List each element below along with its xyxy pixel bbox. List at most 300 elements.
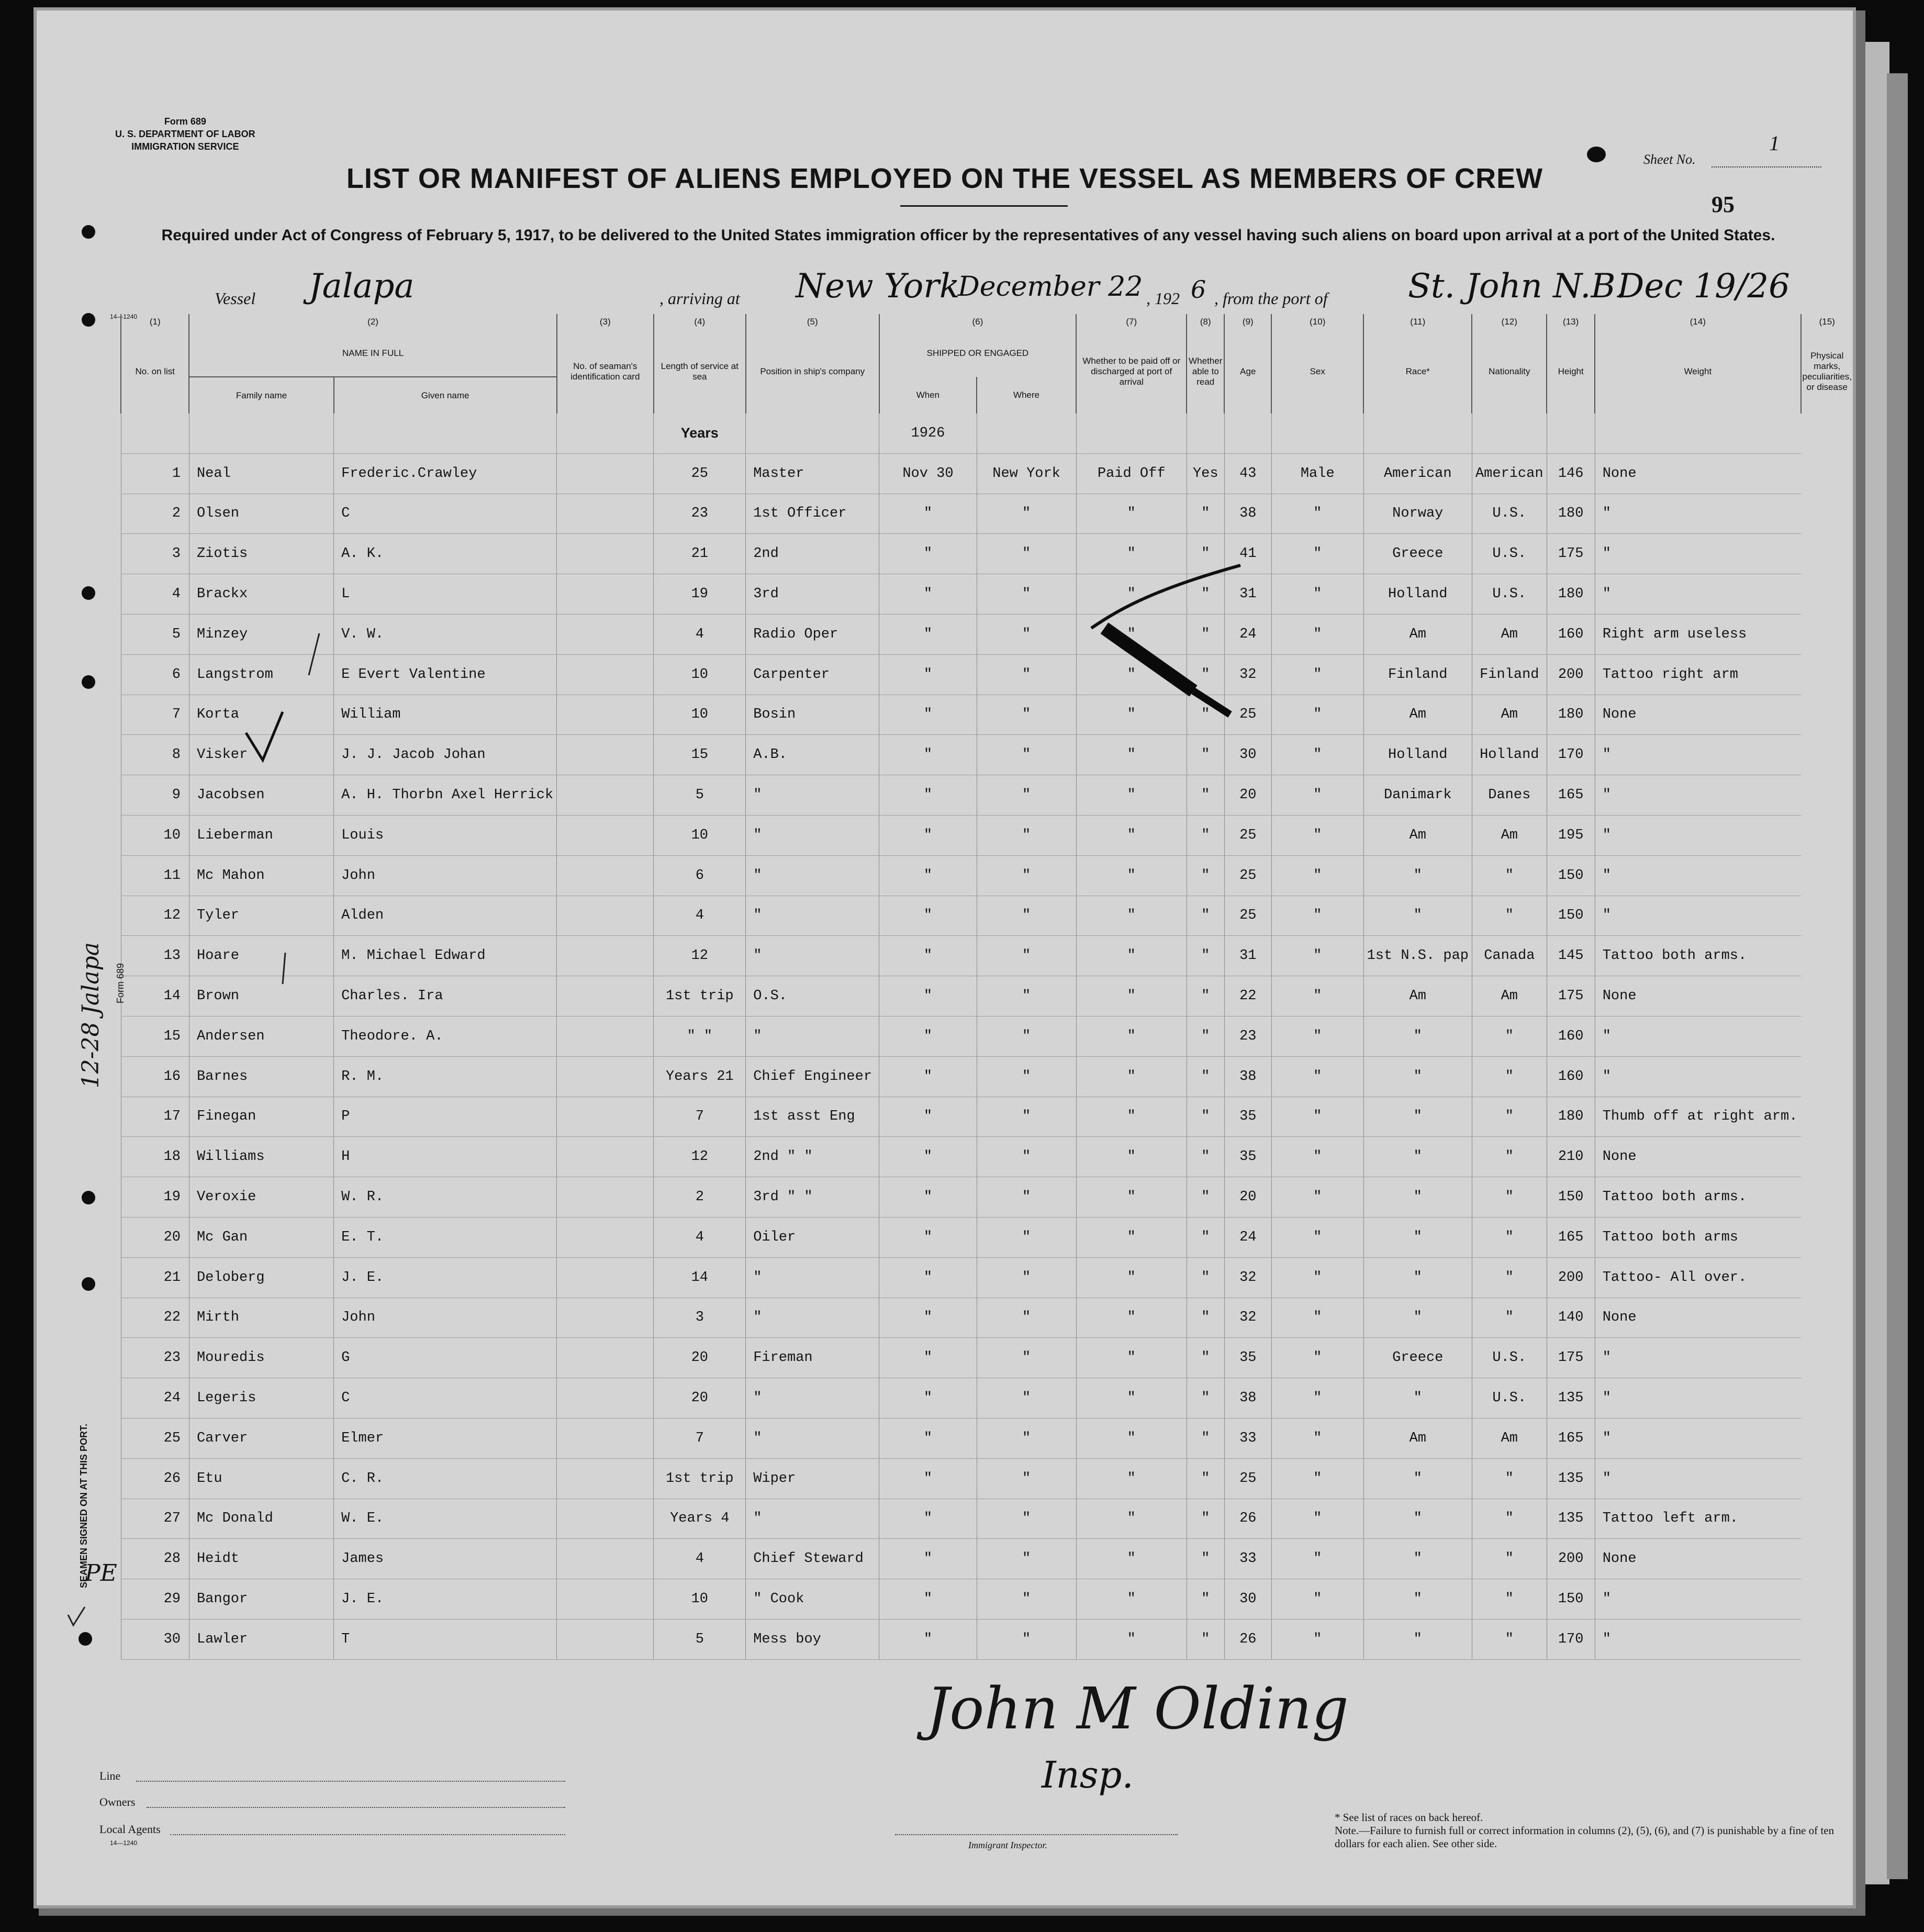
shipped-when: "	[879, 735, 977, 775]
ship-position: "	[746, 896, 879, 936]
able-to-read: "	[1187, 735, 1224, 775]
shipped-where: "	[977, 494, 1076, 534]
race: Greece	[1363, 534, 1472, 574]
sex: "	[1271, 1619, 1363, 1659]
ship-position: "	[746, 815, 879, 855]
service-length: 2	[654, 1177, 746, 1218]
race: Holland	[1363, 574, 1472, 615]
margin-note: 12-28 Jalapa	[77, 942, 104, 1089]
family-name: Minzey	[189, 614, 333, 654]
tick-mark-icon	[309, 633, 319, 675]
service-length: " "	[654, 1016, 746, 1056]
vessel-label: Vessel	[215, 289, 256, 308]
ship-position: O.S.	[746, 976, 879, 1017]
given-name: J. J. Jacob Johan	[334, 735, 557, 775]
row-number: 28	[121, 1539, 189, 1579]
paid-off: "	[1076, 1579, 1187, 1620]
age: 20	[1224, 1177, 1271, 1218]
age: 25	[1224, 1458, 1271, 1499]
family-name: Mirth	[189, 1298, 333, 1338]
ship-position: "	[746, 1418, 879, 1458]
col-num: (7)	[1076, 314, 1187, 330]
able-to-read: "	[1187, 815, 1224, 855]
physical-marks: "	[1595, 1418, 1800, 1458]
row-number: 21	[121, 1257, 189, 1298]
department-name: U. S. DEPARTMENT OF LABOR	[115, 129, 255, 139]
race: "	[1363, 1619, 1472, 1659]
shipped-when: "	[879, 1137, 977, 1177]
col-num: (2)	[189, 314, 556, 330]
nationality: "	[1472, 1539, 1547, 1579]
row-number: 9	[121, 775, 189, 816]
ship-position: "	[746, 1016, 879, 1056]
row-number: 4	[121, 574, 189, 615]
paid-off: Paid Off	[1076, 453, 1187, 494]
age: 35	[1224, 1137, 1271, 1177]
given-name: R. M.	[334, 1056, 557, 1097]
sex: "	[1271, 1579, 1363, 1620]
shipped-where: "	[977, 1016, 1076, 1056]
weight: 165	[1547, 775, 1595, 816]
shipped-when: "	[879, 614, 977, 654]
row-number: 11	[121, 855, 189, 896]
paid-off: "	[1076, 1499, 1187, 1539]
race: 1st N.S. pap	[1363, 936, 1472, 976]
nationality: Am	[1472, 815, 1547, 855]
row-number: 12	[121, 896, 189, 936]
age: 38	[1224, 1378, 1271, 1419]
able-to-read: "	[1187, 1016, 1224, 1056]
col-header-shipped: SHIPPED OR ENGAGED	[879, 330, 1076, 377]
able-to-read: "	[1187, 695, 1224, 735]
able-to-read: "	[1187, 1137, 1224, 1177]
race: Am	[1363, 815, 1472, 855]
weight: 180	[1547, 494, 1595, 534]
race: Finland	[1363, 654, 1472, 695]
shipped-when: "	[879, 494, 977, 534]
inspector-signature: John M Olding	[926, 1675, 1349, 1742]
physical-marks: "	[1595, 1338, 1800, 1378]
shipped-when: "	[879, 1579, 977, 1620]
age: 32	[1224, 1257, 1271, 1298]
race: "	[1363, 1298, 1472, 1338]
paid-off: "	[1076, 1418, 1187, 1458]
ship-position: Oiler	[746, 1217, 879, 1257]
ship-position: Carpenter	[746, 654, 879, 695]
given-name: H	[334, 1137, 557, 1177]
given-name: P	[334, 1097, 557, 1137]
race: "	[1363, 1499, 1472, 1539]
paid-off: "	[1076, 1056, 1187, 1097]
able-to-read: "	[1187, 1458, 1224, 1499]
row-number: 29	[121, 1579, 189, 1620]
row-number: 17	[121, 1097, 189, 1137]
inspector-field	[895, 1833, 1178, 1835]
paid-off: "	[1076, 1177, 1187, 1218]
service-length: 12	[654, 1137, 746, 1177]
given-name: J. E.	[334, 1579, 557, 1620]
age: 31	[1224, 574, 1271, 615]
nationality: Danes	[1472, 775, 1547, 816]
sex: "	[1271, 695, 1363, 735]
nationality: "	[1472, 1298, 1547, 1338]
row-number: 6	[121, 654, 189, 695]
shipped-where: "	[977, 1257, 1076, 1298]
row-number: 16	[121, 1056, 189, 1097]
given-name: C	[334, 494, 557, 534]
weight: 200	[1547, 1539, 1595, 1579]
race: "	[1363, 1177, 1472, 1218]
given-name: C	[334, 1378, 557, 1419]
row-number: 23	[121, 1338, 189, 1378]
physical-marks: "	[1595, 1056, 1800, 1097]
paid-off: "	[1076, 1137, 1187, 1177]
physical-marks: "	[1595, 815, 1800, 855]
row-number: 20	[121, 1217, 189, 1257]
shipped-when: "	[879, 1177, 977, 1218]
family-name: Andersen	[189, 1016, 333, 1056]
weight: 135	[1547, 1378, 1595, 1419]
nationality: Finland	[1472, 654, 1547, 695]
shipped-where: "	[977, 1378, 1076, 1419]
physical-marks: None	[1595, 453, 1800, 494]
given-name: E. T.	[334, 1217, 557, 1257]
physical-marks: Tattoo right arm	[1595, 654, 1800, 695]
family-name: Lieberman	[189, 815, 333, 855]
able-to-read: "	[1187, 1338, 1224, 1378]
service-length: 7	[654, 1418, 746, 1458]
weight: 210	[1547, 1137, 1595, 1177]
family-name: Williams	[189, 1137, 333, 1177]
race: American	[1363, 453, 1472, 494]
from-label: , from the port of	[1214, 289, 1328, 308]
weight: 170	[1547, 1619, 1595, 1659]
service-length: 7	[654, 1097, 746, 1137]
row-number: 26	[121, 1458, 189, 1499]
shipped-when: "	[879, 1016, 977, 1056]
penalty-note: Note.—Failure to furnish full or correct information in columns (2), (5), (6), and (7) is punishable by a fine of ten dollars for each alien. See other side.	[1335, 1824, 1834, 1850]
given-name: Frederic.Crawley	[334, 453, 557, 494]
sex: "	[1271, 936, 1363, 976]
family-name: Carver	[189, 1418, 333, 1458]
age: 41	[1224, 534, 1271, 574]
family-name: Korta	[189, 695, 333, 735]
race: Am	[1363, 614, 1472, 654]
paid-off: "	[1076, 896, 1187, 936]
weight: 135	[1547, 1458, 1595, 1499]
service-length: 4	[654, 1217, 746, 1257]
family-name: Heidt	[189, 1539, 333, 1579]
arriving-label: , arriving at	[659, 289, 740, 308]
col-header-where: Where	[977, 377, 1076, 414]
family-name: Hoare	[189, 936, 333, 976]
page-title: LIST OR MANIFEST OF ALIENS EMPLOYED ON THE VESSEL AS MEMBERS OF CREW	[346, 163, 1543, 194]
col-header-age: Age	[1224, 330, 1271, 414]
nationality: Am	[1472, 695, 1547, 735]
col-header-weight: Weight	[1595, 330, 1800, 414]
shipped-where: "	[977, 1539, 1076, 1579]
sex: Male	[1271, 453, 1363, 494]
ship-position: Chief Engineer	[746, 1056, 879, 1097]
given-name: Elmer	[334, 1418, 557, 1458]
age: 20	[1224, 775, 1271, 816]
ship-position: 1st asst Eng	[746, 1097, 879, 1137]
nationality: "	[1472, 896, 1547, 936]
paid-off: "	[1076, 735, 1187, 775]
agents-label: Local Agents	[99, 1823, 161, 1836]
col-num: (13)	[1547, 314, 1595, 330]
shipped-when: "	[879, 1257, 977, 1298]
family-name: Etu	[189, 1458, 333, 1499]
race: "	[1363, 1217, 1472, 1257]
given-name: W. R.	[334, 1177, 557, 1218]
family-name: Lawler	[189, 1619, 333, 1659]
weight: 160	[1547, 614, 1595, 654]
shipped-where: "	[977, 1338, 1076, 1378]
physical-marks: None	[1595, 976, 1800, 1017]
row-number: 13	[121, 936, 189, 976]
shipped-when: "	[879, 1097, 977, 1137]
footnotes	[1335, 1811, 1848, 1850]
ship-position: "	[746, 1499, 879, 1539]
physical-marks: Tattoo both arms.	[1595, 1177, 1800, 1218]
family-name: Jacobsen	[189, 775, 333, 816]
shipped-when: "	[879, 855, 977, 896]
year-digit: 6	[1191, 275, 1206, 304]
nationality: "	[1472, 1257, 1547, 1298]
nationality: "	[1472, 1499, 1547, 1539]
shipped-where: "	[977, 775, 1076, 816]
able-to-read: "	[1187, 1539, 1224, 1579]
form-number: Form 689	[164, 116, 206, 127]
act-requirement: Required under Act of Congress of February 5, 1917, to be delivered to the United States immigration officer by the representatives of any vessel having such aliens on board upon arrival at a port of the United States.	[161, 227, 1775, 244]
race: Am	[1363, 976, 1472, 1017]
nationality: U.S.	[1472, 534, 1547, 574]
weight: 150	[1547, 1579, 1595, 1620]
age: 24	[1224, 614, 1271, 654]
row-number: 10	[121, 815, 189, 855]
nationality: "	[1472, 855, 1547, 896]
nationality: American	[1472, 453, 1547, 494]
margin-form-ref: Form 689	[115, 963, 126, 1004]
col-header-name: NAME IN FULL	[189, 330, 556, 377]
sex: "	[1271, 815, 1363, 855]
physical-marks: "	[1595, 494, 1800, 534]
shipped-where: "	[977, 896, 1076, 936]
col-num: (9)	[1224, 314, 1271, 330]
family-name: Deloberg	[189, 1257, 333, 1298]
age: 33	[1224, 1539, 1271, 1579]
weight: 150	[1547, 896, 1595, 936]
ship-position: 2nd	[746, 534, 879, 574]
col-header-service: Length of service at sea	[654, 330, 746, 414]
col-header-marks: Physical marks, peculiarities, or disease	[1801, 330, 1853, 414]
physical-marks: Tattoo left arm.	[1595, 1499, 1800, 1539]
shipped-where: New York	[977, 453, 1076, 494]
row-number: 15	[121, 1016, 189, 1056]
family-name: Tyler	[189, 896, 333, 936]
col-num: (6)	[879, 314, 1076, 330]
able-to-read: "	[1187, 494, 1224, 534]
ink-marks	[37, 10, 1853, 1905]
page-number: 95	[1712, 192, 1735, 217]
family-name: Neal	[189, 453, 333, 494]
shipped-where: "	[977, 855, 1076, 896]
able-to-read: "	[1187, 1499, 1224, 1539]
ship-position: A.B.	[746, 735, 879, 775]
shipped-where: "	[977, 735, 1076, 775]
race: "	[1363, 1097, 1472, 1137]
physical-marks: Thumb off at right arm.	[1595, 1097, 1800, 1137]
race: Holland	[1363, 735, 1472, 775]
shipped-when: "	[879, 1056, 977, 1097]
age: 30	[1224, 1579, 1271, 1620]
given-name: John	[334, 1298, 557, 1338]
line-field	[136, 1780, 565, 1782]
service-length: 6	[654, 855, 746, 896]
service-length: Years 21	[654, 1056, 746, 1097]
paid-off: "	[1076, 1458, 1187, 1499]
date-note: Dec 19/26	[1617, 267, 1790, 306]
service-length: 10	[654, 815, 746, 855]
given-name: G	[334, 1338, 557, 1378]
weight: 146	[1547, 453, 1595, 494]
race: "	[1363, 1016, 1472, 1056]
col-num: (5)	[746, 314, 879, 330]
shipped-where: "	[977, 1418, 1076, 1458]
able-to-read: "	[1187, 855, 1224, 896]
shipped-when: "	[879, 1619, 977, 1659]
physical-marks: "	[1595, 534, 1800, 574]
shipped-when: "	[879, 936, 977, 976]
able-to-read: "	[1187, 1298, 1224, 1338]
col-header-able-read: Whether able to read	[1187, 330, 1224, 414]
race: Am	[1363, 1418, 1472, 1458]
able-to-read: "	[1187, 614, 1224, 654]
able-to-read: "	[1187, 534, 1224, 574]
ship-position: "	[746, 775, 879, 816]
age: 23	[1224, 1016, 1271, 1056]
weight: 175	[1547, 976, 1595, 1017]
age: 30	[1224, 735, 1271, 775]
service-name: IMMIGRATION SERVICE	[131, 141, 239, 152]
family-name: Mc Mahon	[189, 855, 333, 896]
family-name: Finegan	[189, 1097, 333, 1137]
col-num: (3)	[557, 314, 654, 330]
nationality: "	[1472, 1217, 1547, 1257]
physical-marks: "	[1595, 855, 1800, 896]
family-name: Olsen	[189, 494, 333, 534]
physical-marks: "	[1595, 1378, 1800, 1419]
race: "	[1363, 1458, 1472, 1499]
shipped-when: "	[879, 1338, 977, 1378]
race: "	[1363, 1579, 1472, 1620]
given-name: A. K.	[334, 534, 557, 574]
sex: "	[1271, 1378, 1363, 1419]
col-header-given-name: Given name	[334, 377, 557, 414]
service-length: 25	[654, 453, 746, 494]
ship-position: Bosin	[746, 695, 879, 735]
race: "	[1363, 896, 1472, 936]
nationality: "	[1472, 1137, 1547, 1177]
sex: "	[1271, 896, 1363, 936]
age: 32	[1224, 1298, 1271, 1338]
race: Danimark	[1363, 775, 1472, 816]
able-to-read: "	[1187, 896, 1224, 936]
sex: "	[1271, 574, 1363, 615]
able-to-read: "	[1187, 1056, 1224, 1097]
nationality: "	[1472, 1177, 1547, 1218]
underlying-page-edge	[1853, 42, 1889, 1884]
col-header-race: Race*	[1363, 330, 1472, 414]
row-number: 1	[121, 453, 189, 494]
paid-off: "	[1076, 695, 1187, 735]
shipped-when: "	[879, 775, 977, 816]
sex: "	[1271, 1217, 1363, 1257]
weight: 175	[1547, 534, 1595, 574]
physical-marks: None	[1595, 1539, 1800, 1579]
race: "	[1363, 1539, 1472, 1579]
able-to-read: "	[1187, 1257, 1224, 1298]
weight: 135	[1547, 1499, 1595, 1539]
ship-position: Radio Oper	[746, 614, 879, 654]
ship-position: Wiper	[746, 1458, 879, 1499]
col-header-sex: Sex	[1271, 330, 1363, 414]
given-name: William	[334, 695, 557, 735]
race: Am	[1363, 695, 1472, 735]
paid-off: "	[1076, 775, 1187, 816]
paid-off: "	[1076, 494, 1187, 534]
physical-marks: None	[1595, 1137, 1800, 1177]
shipped-where: "	[977, 1579, 1076, 1620]
col-header-no: No. on list	[121, 330, 189, 414]
service-length: 14	[654, 1257, 746, 1298]
nationality: "	[1472, 1016, 1547, 1056]
shipped-when: "	[879, 654, 977, 695]
physical-marks: Tattoo both arms	[1595, 1217, 1800, 1257]
paid-off: "	[1076, 614, 1187, 654]
service-length: 10	[654, 654, 746, 695]
nationality: "	[1472, 1619, 1547, 1659]
shipped-where: "	[977, 976, 1076, 1017]
paid-off: "	[1076, 855, 1187, 896]
col-header-position: Position in ship's company	[746, 330, 879, 414]
family-name: Barnes	[189, 1056, 333, 1097]
service-length: Years 4	[654, 1499, 746, 1539]
service-length: 3	[654, 1298, 746, 1338]
age: 32	[1224, 654, 1271, 695]
nationality: Canada	[1472, 936, 1547, 976]
weight: 160	[1547, 1056, 1595, 1097]
paid-off: "	[1076, 1298, 1187, 1338]
paid-off: "	[1076, 936, 1187, 976]
sex: "	[1271, 494, 1363, 534]
sex: "	[1271, 614, 1363, 654]
arrival-port: New York	[796, 267, 960, 306]
given-name: L	[334, 574, 557, 615]
race: "	[1363, 1056, 1472, 1097]
col-header-height: Height	[1547, 330, 1595, 414]
paid-off: "	[1076, 1378, 1187, 1419]
sex: "	[1271, 775, 1363, 816]
ink-blot-icon	[1104, 628, 1193, 691]
weight: 180	[1547, 574, 1595, 615]
weight: 165	[1547, 1418, 1595, 1458]
family-name: Bangor	[189, 1579, 333, 1620]
weight: 175	[1547, 1338, 1595, 1378]
shipped-where: "	[977, 574, 1076, 615]
paid-off: "	[1076, 1338, 1187, 1378]
